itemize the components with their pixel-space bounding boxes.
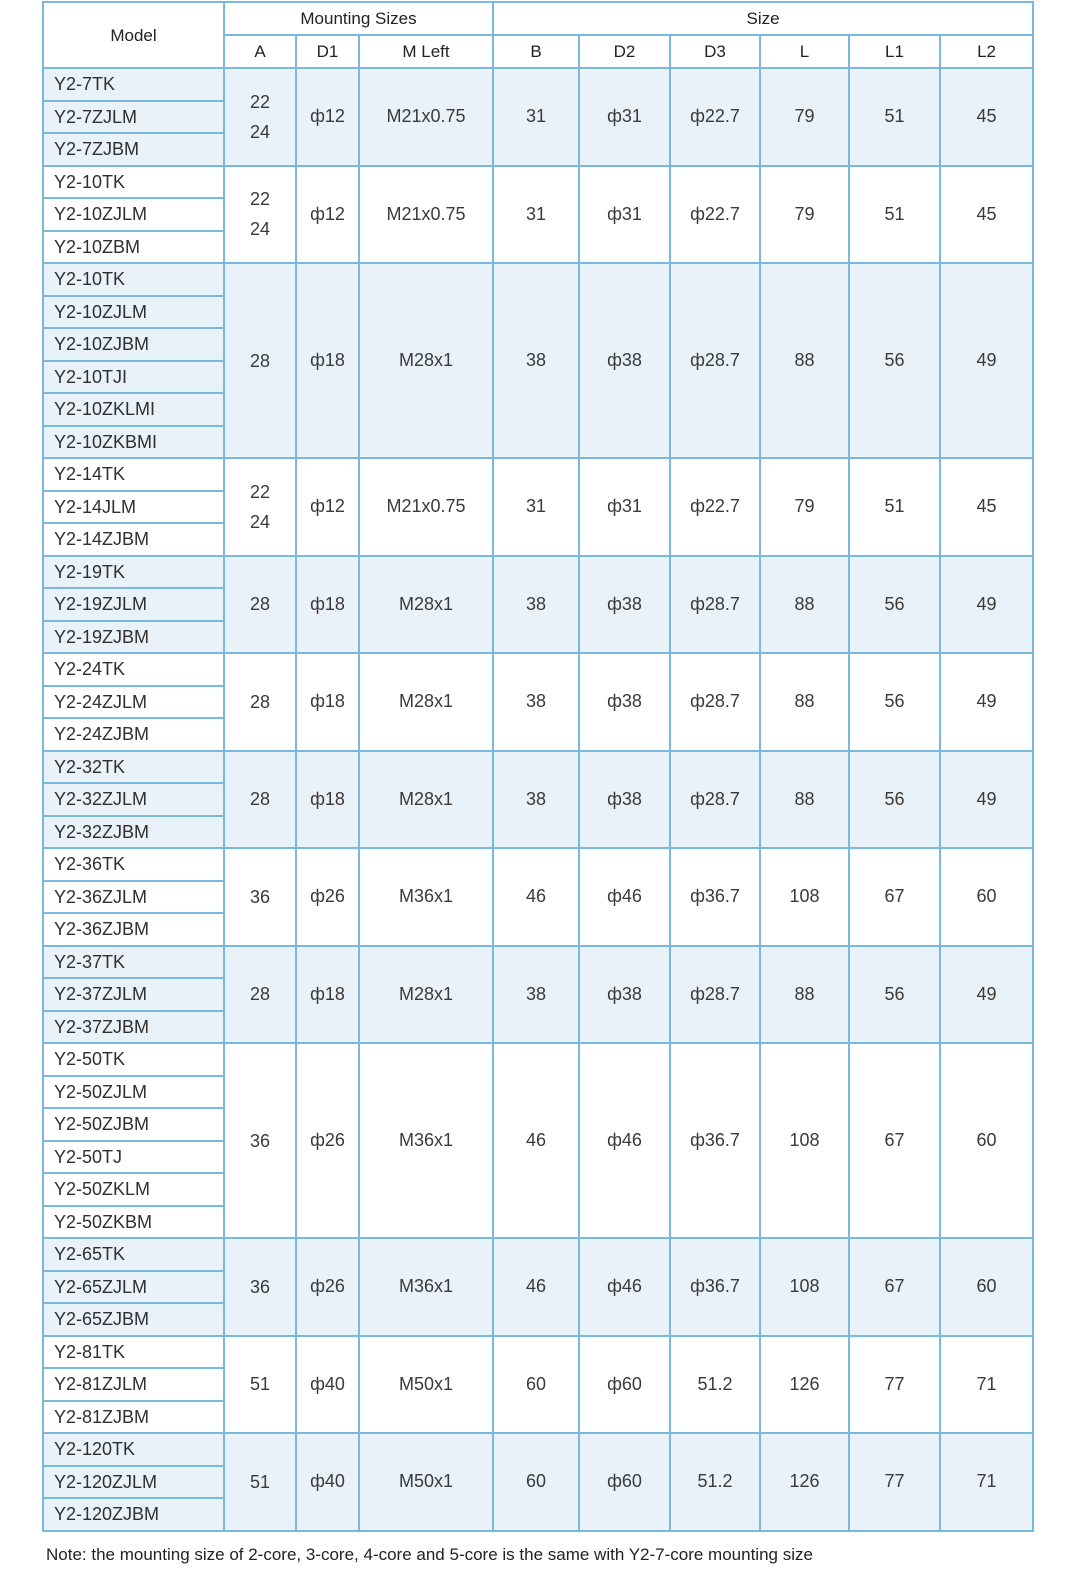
model-cell: Y2-120ZJLM: [43, 1466, 224, 1499]
header-col-m-left: M Left: [359, 35, 493, 68]
model-cell: Y2-7ZJBM: [43, 133, 224, 166]
model-cell: Y2-32TK: [43, 751, 224, 784]
model-cell: Y2-14ZJBM: [43, 523, 224, 556]
value-d1: ф18: [296, 751, 359, 849]
value-l1: 51: [849, 166, 940, 264]
value-a: 22: [249, 481, 271, 502]
value-a-cell: [224, 653, 296, 751]
value-l: 108: [760, 1043, 849, 1238]
value-b: 60: [493, 1433, 579, 1531]
model-cell: Y2-10ZKLMI: [43, 393, 224, 426]
header-mounting-sizes: Mounting Sizes: [224, 2, 493, 35]
value-d2: ф38: [579, 556, 670, 654]
value-l2: 60: [940, 848, 1033, 946]
value-m-left: M50x1: [359, 1433, 493, 1531]
value-a-cell: [224, 1433, 296, 1531]
model-cell: Y2-19ZJBM: [43, 621, 224, 654]
value-d1: ф12: [296, 68, 359, 166]
model-cell: Y2-7ZJLM: [43, 101, 224, 134]
value-m-left: M28x1: [359, 653, 493, 751]
model-cell: Y2-10ZJBM: [43, 328, 224, 361]
table-row: [43, 1433, 1033, 1466]
header-col-d1: D1: [296, 35, 359, 68]
model-cell: Y2-10TJI: [43, 361, 224, 394]
model-cell: Y2-50ZKBM: [43, 1206, 224, 1239]
header-col-b: B: [493, 35, 579, 68]
model-cell: Y2-81TK: [43, 1336, 224, 1369]
value-l1: 67: [849, 848, 940, 946]
value-a-cell: [224, 751, 296, 849]
value-a: 36: [249, 1276, 271, 1297]
value-d3: 51.2: [670, 1336, 760, 1434]
value-d1: ф18: [296, 556, 359, 654]
value-d2: ф46: [579, 848, 670, 946]
value-b: 60: [493, 1336, 579, 1434]
value-a: 28: [249, 594, 271, 615]
value-d2: ф31: [579, 166, 670, 264]
table-row: [43, 848, 1033, 881]
value-d3: ф22.7: [670, 458, 760, 556]
model-cell: Y2-37TK: [43, 946, 224, 979]
table-row: [43, 68, 1033, 101]
value-a: 28: [249, 984, 271, 1005]
value-d3: 51.2: [670, 1433, 760, 1531]
value-a: 22: [249, 189, 271, 210]
model-cell: Y2-10ZJLM: [43, 296, 224, 329]
model-cell: Y2-50TK: [43, 1043, 224, 1076]
value-d3: ф28.7: [670, 556, 760, 654]
value-d1: ф40: [296, 1433, 359, 1531]
model-cell: Y2-24ZJLM: [43, 686, 224, 719]
model-cell: Y2-36TK: [43, 848, 224, 881]
value-a-cell: [224, 263, 296, 458]
model-cell: Y2-37ZJLM: [43, 978, 224, 1011]
value-l2: 49: [940, 751, 1033, 849]
model-cell: Y2-50ZKLM: [43, 1173, 224, 1206]
value-d1: ф40: [296, 1336, 359, 1434]
value-d3: ф22.7: [670, 68, 760, 166]
value-l: 79: [760, 166, 849, 264]
value-d2: ф31: [579, 68, 670, 166]
value-a-cell: [224, 1336, 296, 1434]
table-row: [43, 458, 1033, 491]
model-cell: Y2-19TK: [43, 556, 224, 589]
value-a: 51: [249, 1471, 271, 1492]
table-row: [43, 166, 1033, 199]
value-m-left: M21x0.75: [359, 68, 493, 166]
value-d1: ф18: [296, 653, 359, 751]
model-cell: Y2-10TK: [43, 166, 224, 199]
value-a: 28: [249, 691, 271, 712]
model-cell: Y2-10ZJLM: [43, 198, 224, 231]
value-a: 24: [249, 219, 271, 240]
value-l1: 51: [849, 68, 940, 166]
value-m-left: M28x1: [359, 263, 493, 458]
value-d2: ф60: [579, 1336, 670, 1434]
value-d3: ф28.7: [670, 751, 760, 849]
value-m-left: M50x1: [359, 1336, 493, 1434]
value-l1: 77: [849, 1433, 940, 1531]
value-m-left: M36x1: [359, 1238, 493, 1336]
value-b: 46: [493, 1043, 579, 1238]
table-body: [43, 68, 1033, 1531]
model-cell: Y2-36ZJLM: [43, 881, 224, 914]
model-cell: Y2-7TK: [43, 68, 224, 101]
model-cell: Y2-65TK: [43, 1238, 224, 1271]
value-l1: 56: [849, 556, 940, 654]
value-a: 51: [249, 1374, 271, 1395]
value-l: 88: [760, 653, 849, 751]
value-d1: ф26: [296, 848, 359, 946]
value-l: 88: [760, 946, 849, 1044]
model-cell: Y2-24ZJBM: [43, 718, 224, 751]
value-b: 31: [493, 458, 579, 556]
model-cell: Y2-19ZJLM: [43, 588, 224, 621]
value-l2: 49: [940, 653, 1033, 751]
value-b: 38: [493, 263, 579, 458]
value-l2: 60: [940, 1238, 1033, 1336]
value-d2: ф38: [579, 263, 670, 458]
value-l1: 56: [849, 751, 940, 849]
value-a-cell: [224, 946, 296, 1044]
value-l2: 49: [940, 263, 1033, 458]
value-a: 28: [249, 789, 271, 810]
value-d3: ф36.7: [670, 848, 760, 946]
footnote: Note: the mounting size of 2-core, 3-core, 4-core and 5-core is the same with Y2-7-core mounting size: [46, 1545, 813, 1564]
value-a-cell: [224, 1238, 296, 1336]
model-cell: Y2-32ZJLM: [43, 783, 224, 816]
value-a-cell: [224, 458, 296, 556]
model-cell: Y2-14JLM: [43, 491, 224, 524]
model-cell: Y2-81ZJLM: [43, 1368, 224, 1401]
header-col-l1: L1: [849, 35, 940, 68]
header-col-d3: D3: [670, 35, 760, 68]
model-cell: Y2-32ZJBM: [43, 816, 224, 849]
value-l1: 56: [849, 946, 940, 1044]
table-row: [43, 1238, 1033, 1271]
value-l1: 56: [849, 653, 940, 751]
value-d2: ф46: [579, 1238, 670, 1336]
model-cell: Y2-81ZJBM: [43, 1401, 224, 1434]
value-a: 24: [249, 121, 271, 142]
value-a-cell: [224, 166, 296, 264]
value-a: 28: [249, 350, 271, 371]
value-l2: 71: [940, 1336, 1033, 1434]
model-cell: Y2-36ZJBM: [43, 913, 224, 946]
table-row: [43, 263, 1033, 296]
table-row: [43, 946, 1033, 979]
value-l2: 45: [940, 68, 1033, 166]
value-d1: ф26: [296, 1238, 359, 1336]
value-l: 108: [760, 848, 849, 946]
value-l: 88: [760, 751, 849, 849]
value-d3: ф36.7: [670, 1238, 760, 1336]
value-a-cell: [224, 68, 296, 166]
value-l1: 67: [849, 1238, 940, 1336]
model-cell: Y2-10ZKBMI: [43, 426, 224, 459]
header-col-l2: L2: [940, 35, 1033, 68]
value-m-left: M28x1: [359, 556, 493, 654]
value-d2: ф60: [579, 1433, 670, 1531]
value-l1: 51: [849, 458, 940, 556]
table-header: [43, 2, 1033, 68]
value-d1: ф26: [296, 1043, 359, 1238]
value-d2: ф38: [579, 653, 670, 751]
value-l1: 56: [849, 263, 940, 458]
value-l2: 60: [940, 1043, 1033, 1238]
value-l: 108: [760, 1238, 849, 1336]
value-d1: ф18: [296, 263, 359, 458]
value-m-left: M36x1: [359, 1043, 493, 1238]
table-row: [43, 653, 1033, 686]
value-b: 46: [493, 848, 579, 946]
model-cell: Y2-10TK: [43, 263, 224, 296]
model-cell: Y2-65ZJBM: [43, 1303, 224, 1336]
value-a: 36: [249, 1130, 271, 1151]
table-row: [43, 1336, 1033, 1369]
value-b: 31: [493, 166, 579, 264]
value-b: 38: [493, 946, 579, 1044]
value-d2: ф46: [579, 1043, 670, 1238]
table-row: [43, 751, 1033, 784]
value-l2: 49: [940, 556, 1033, 654]
value-m-left: M28x1: [359, 946, 493, 1044]
value-d3: ф28.7: [670, 263, 760, 458]
table-row: [43, 556, 1033, 589]
header-model: Model: [43, 2, 224, 68]
value-b: 38: [493, 751, 579, 849]
model-cell: Y2-65ZJLM: [43, 1271, 224, 1304]
table-row: [43, 1043, 1033, 1076]
model-cell: Y2-120TK: [43, 1433, 224, 1466]
value-d3: ф28.7: [670, 653, 760, 751]
header-size: Size: [493, 2, 1033, 35]
value-a: 36: [249, 886, 271, 907]
value-d1: ф12: [296, 166, 359, 264]
mounting-size-table-container: [42, 1, 1032, 1531]
model-cell: Y2-50TJ: [43, 1141, 224, 1174]
value-l2: 45: [940, 166, 1033, 264]
value-m-left: M21x0.75: [359, 458, 493, 556]
value-a: 22: [249, 91, 271, 112]
value-d1: ф12: [296, 458, 359, 556]
value-a-cell: [224, 848, 296, 946]
value-l2: 71: [940, 1433, 1033, 1531]
value-l: 79: [760, 68, 849, 166]
value-l: 126: [760, 1433, 849, 1531]
value-l2: 49: [940, 946, 1033, 1044]
value-m-left: M36x1: [359, 848, 493, 946]
value-m-left: M21x0.75: [359, 166, 493, 264]
value-l1: 67: [849, 1043, 940, 1238]
value-l2: 45: [940, 458, 1033, 556]
value-d2: ф31: [579, 458, 670, 556]
header-col-d2: D2: [579, 35, 670, 68]
model-cell: Y2-14TK: [43, 458, 224, 491]
value-d2: ф38: [579, 751, 670, 849]
value-d2: ф38: [579, 946, 670, 1044]
model-cell: Y2-120ZJBM: [43, 1498, 224, 1531]
value-a-cell: [224, 1043, 296, 1238]
value-l: 126: [760, 1336, 849, 1434]
model-cell: Y2-24TK: [43, 653, 224, 686]
value-d3: ф28.7: [670, 946, 760, 1044]
mounting-size-table: [42, 1, 1034, 1532]
model-cell: Y2-37ZJBM: [43, 1011, 224, 1044]
value-b: 31: [493, 68, 579, 166]
value-b: 38: [493, 653, 579, 751]
model-cell: Y2-50ZJBM: [43, 1108, 224, 1141]
value-d3: ф22.7: [670, 166, 760, 264]
value-a-cell: [224, 556, 296, 654]
value-b: 38: [493, 556, 579, 654]
model-cell: Y2-50ZJLM: [43, 1076, 224, 1109]
value-b: 46: [493, 1238, 579, 1336]
value-l: 79: [760, 458, 849, 556]
value-l: 88: [760, 556, 849, 654]
value-d1: ф18: [296, 946, 359, 1044]
value-a: 24: [249, 511, 271, 532]
value-l: 88: [760, 263, 849, 458]
header-col-a: A: [224, 35, 296, 68]
value-l1: 77: [849, 1336, 940, 1434]
value-m-left: M28x1: [359, 751, 493, 849]
model-cell: Y2-10ZBM: [43, 231, 224, 264]
header-col-l: L: [760, 35, 849, 68]
value-d3: ф36.7: [670, 1043, 760, 1238]
